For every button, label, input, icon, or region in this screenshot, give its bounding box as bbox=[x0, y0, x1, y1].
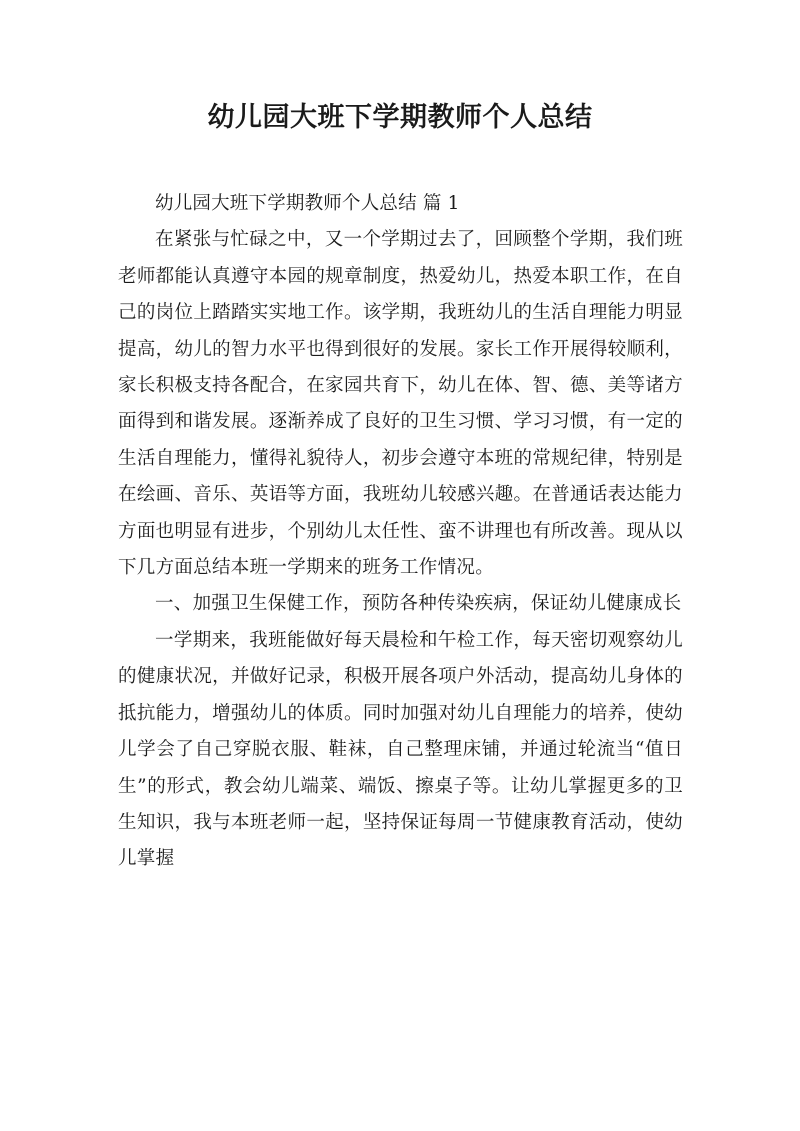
paragraph-intro: 在紧张与忙碌之中，又一个学期过去了，回顾整个学期，我们班老师都能认真遵守本园的规章制度，热爱幼儿，热爱本职工作，在自己的岗位上踏踏实实地工作。该学期，我班幼儿的生活自理能力明显提高，幼儿的智力水平也得到很好的发展。家长工作开展得较顺利，家长积极支持各配合，在家园共育下，幼儿在体、智、德、美等诸方面得到和谐发展。逐渐养成了良好的卫生习惯、学习习惯，有一定的生活自理能力，懂得礼貌待人，初步会遵守本班的常规纪律，特别是在绘画、音乐、英语等方面，我班幼儿较感兴趣。在普通话表达能力方面也明显有进步，个别幼儿太任性、蛮不讲理也有所改善。现从以下几方面总结本班一学期来的班务工作情况。 bbox=[118, 229, 683, 579]
paragraph-health: 一学期来，我班能做好每天晨检和午检工作，每天密切观察幼儿的健康状况，并做好记录，积极开展各项户外活动，提高幼儿身体的抵抗能力，增强幼儿的体质。同时加强对幼儿自理能力的培养，使幼儿学会了自己穿脱衣服、鞋袜，自己整理床铺，并通过轮流当“值日生”的形式，教会幼儿端菜、端饭、擦桌子等。让幼儿掌握更多的卫生知识，我与本班老师一起，坚持保证每周一节健康教育活动，使幼儿掌握 bbox=[118, 629, 683, 870]
document-title: 幼儿园大班下学期教师个人总结 bbox=[207, 102, 593, 133]
document-body bbox=[118, 186, 683, 878]
section-subtitle: 幼儿园大班下学期教师个人总结 篇 1 bbox=[155, 193, 460, 214]
section-heading-health: 一、加强卫生保健工作，预防各种传染疾病，保证幼儿健康成长 bbox=[155, 593, 682, 615]
